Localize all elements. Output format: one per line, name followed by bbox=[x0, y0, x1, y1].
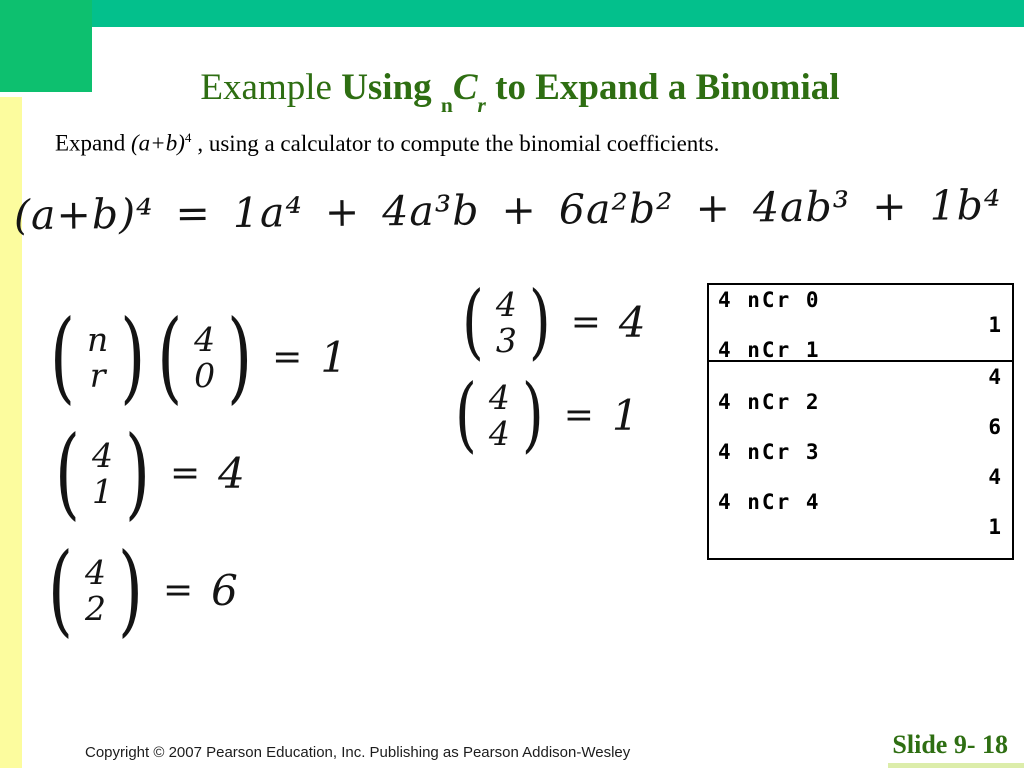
binomial-bottom: 0 bbox=[194, 355, 216, 395]
binomial-top-n: n bbox=[86, 320, 109, 359]
binomial-result: 1 bbox=[320, 333, 348, 383]
close-paren: ) bbox=[117, 533, 143, 648]
close-paren: ) bbox=[120, 300, 146, 415]
calc-line: 4 nCr 1 bbox=[718, 338, 821, 362]
equals-sign: = bbox=[570, 302, 601, 344]
calc-line: 4 nCr 3 bbox=[718, 440, 821, 464]
prompt-pre: Expand bbox=[55, 130, 132, 156]
calc-line: 4 nCr 0 bbox=[718, 288, 821, 312]
binomial-row-4-1 bbox=[55, 416, 245, 531]
binomial-row-4-3 bbox=[462, 274, 646, 370]
binomial-top: 4 bbox=[495, 285, 517, 324]
binomial-stack-4-4 bbox=[489, 380, 510, 451]
title-word-using: Using bbox=[341, 67, 441, 108]
binomial-row-4-4 bbox=[455, 367, 639, 463]
binomial-result: 1 bbox=[611, 391, 639, 441]
binomial-stack-nr bbox=[87, 322, 108, 393]
open-paren: ( bbox=[157, 300, 183, 415]
calc-result: 1 bbox=[988, 313, 1003, 337]
binomial-bottom: 3 bbox=[495, 320, 517, 360]
title-rest: to Expand a Binomial bbox=[485, 67, 840, 108]
binomial-stack-4-1 bbox=[92, 438, 113, 509]
slide-number-label: Slide 9- 18 bbox=[892, 730, 1008, 759]
close-paren: ) bbox=[528, 274, 551, 370]
title-word-example: Example bbox=[200, 67, 332, 108]
binomial-stack-4-2 bbox=[85, 555, 106, 626]
binomial-top: 4 bbox=[84, 553, 106, 592]
calculator-screenshot bbox=[707, 283, 1014, 560]
title-subscript-n: n bbox=[440, 93, 453, 118]
binomial-bottom: 4 bbox=[488, 413, 510, 453]
binomial-top: 4 bbox=[91, 436, 113, 475]
calc-result: 4 bbox=[988, 465, 1003, 489]
open-paren: ( bbox=[55, 416, 80, 531]
open-paren: ( bbox=[50, 300, 75, 415]
close-paren: ) bbox=[521, 367, 544, 463]
equals-sign: = bbox=[169, 453, 201, 495]
handwritten-expansion: (a+b)⁴ = 1a⁴ + 4a³b + 6a²b² + 4ab³ + 1b⁴ bbox=[13, 180, 1002, 240]
binomial-result: 4 bbox=[218, 449, 245, 499]
binomial-row-nr-40 bbox=[50, 300, 348, 415]
calc-result: 4 bbox=[988, 365, 1003, 389]
calc-result: 6 bbox=[988, 415, 1003, 439]
copyright-text: Copyright © 2007 Pearson Education, Inc. Publishing as Pearson Addison-Wesley bbox=[85, 744, 631, 761]
binomial-row-4-2 bbox=[48, 533, 238, 648]
binomial-stack-4-0 bbox=[194, 322, 215, 393]
equals-sign: = bbox=[272, 337, 303, 379]
prompt-math-base: (a+b) bbox=[131, 130, 185, 156]
open-paren: ( bbox=[462, 274, 484, 370]
prompt-line bbox=[55, 130, 719, 157]
binomial-bottom: 1 bbox=[91, 471, 113, 511]
binomial-top: 4 bbox=[488, 378, 510, 417]
title-letter-c: C bbox=[452, 67, 478, 108]
binomial-result: 6 bbox=[211, 566, 238, 616]
decor-bottom-accent bbox=[888, 763, 1024, 768]
decor-top-bar bbox=[92, 0, 1024, 27]
prompt-post: , using a calculator to compute the binomial coefficients. bbox=[197, 130, 720, 156]
binomial-bottom: 2 bbox=[84, 588, 106, 628]
close-paren: ) bbox=[227, 300, 253, 415]
calculator-screen-1 bbox=[709, 285, 1012, 362]
open-paren: ( bbox=[455, 367, 477, 463]
calc-line: 4 nCr 4 bbox=[718, 490, 821, 514]
binomial-result: 4 bbox=[618, 298, 646, 348]
open-paren: ( bbox=[48, 533, 73, 648]
binomial-top: 4 bbox=[194, 320, 216, 359]
equals-sign: = bbox=[162, 570, 194, 612]
binomial-stack-4-3 bbox=[496, 287, 517, 358]
slide-title bbox=[40, 66, 1000, 118]
calc-result: 1 bbox=[988, 515, 1003, 539]
prompt-math-exponent: 4 bbox=[184, 130, 192, 145]
title-subscript-r: r bbox=[477, 93, 486, 118]
calculator-screen-2 bbox=[709, 362, 1012, 540]
close-paren: ) bbox=[124, 416, 150, 531]
equals-sign: = bbox=[563, 395, 594, 437]
calc-line: 4 nCr 2 bbox=[718, 390, 821, 414]
binomial-bottom-r: r bbox=[89, 355, 106, 395]
